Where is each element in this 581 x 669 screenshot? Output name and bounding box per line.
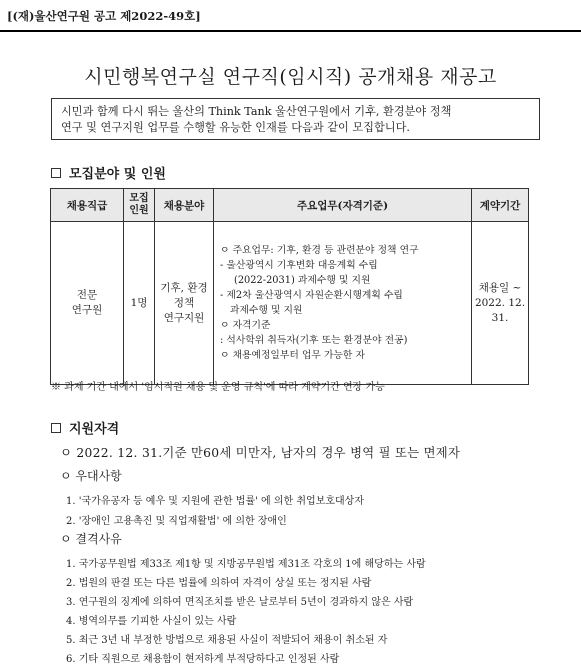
header-divider (0, 30, 581, 32)
checkbox-square-icon (51, 423, 61, 433)
duty-line: (2022-2031) 과제수행 및 지원 (234, 275, 371, 286)
section-title: 모집분야 및 인원 (69, 167, 166, 182)
list-item: 3. 연구원의 징계에 의하여 면직조치를 받은 날로부터 5년이 경과하지 않은 사람 (66, 597, 414, 608)
section-title: 지원자격 (69, 422, 120, 437)
cell-field: 기후, 환경 정책 연구지원 (155, 222, 214, 385)
duty-line: : 석사학위 취득자(기후 또는 환경분야 전공) (220, 335, 408, 346)
preference-title: ㅇ 우대사항 (60, 469, 122, 483)
header-rank: 채용직급 (51, 189, 124, 222)
list-item: 1. 국가공무원법 제33조 제1항 및 지방공무원법 제31조 각호의 1에 해당하는 사람 (66, 559, 426, 570)
duty-line: 과제수행 및 지원 (230, 305, 303, 316)
eligibility-main: ㅇ 2022. 12. 31.기준 만60세 미만자, 남자의 경우 병역 필 또는 면제자 (60, 446, 461, 460)
disqualification-title: ㅇ 결격사유 (60, 532, 122, 546)
table-row (51, 222, 529, 385)
table-note: ※ 과제 기간 내에서 '임시직원 채용 및 운영 규칙'에 따라 계약기간 연장 가능 (51, 382, 385, 393)
cell-period: 채용일 ~ 2022. 12. 31. (472, 222, 529, 385)
list-item: 5. 최근 3년 내 부정한 방법으로 채용된 사실이 적발되어 채용이 취소된 자 (66, 635, 388, 646)
section-recruit-heading (51, 163, 166, 182)
header-period: 계약기간 (472, 189, 529, 222)
recruit-table (50, 188, 529, 385)
duty-line: ㅇ 주요업무: 기후, 환경 등 관련분야 정책 연구 (220, 245, 419, 256)
intro-box (51, 98, 540, 140)
duty-line: - 울산광역시 기후변화 대응계획 수립 (220, 260, 378, 271)
table-header-row (51, 189, 529, 222)
duty-line: ㅇ 채용예정일부터 업무 가능한 자 (220, 350, 365, 361)
section-eligibility-heading (51, 418, 119, 437)
list-item: 1. '국가유공자 등 예우 및 지원에 관한 법률' 에 의한 취업보호대상자 (66, 496, 364, 507)
header-duties: 주요업무(자격기준) (214, 189, 472, 222)
checkbox-square-icon (51, 168, 61, 178)
header-headcount: 모집인원 (124, 189, 155, 222)
cell-rank: 전문 연구원 (51, 222, 124, 385)
intro-line: 연구 및 연구지원 업무를 수행할 유능한 인재를 다음과 같이 모집합니다. (61, 121, 410, 134)
list-item: 2. '장애인 고용촉진 및 직업재활법' 에 의한 장애인 (66, 516, 287, 527)
duty-line: ㅇ 자격기준 (220, 320, 271, 331)
cell-duties (214, 222, 472, 385)
page-title: 시민행복연구실 연구직(임시직) 공개채용 재공고 (84, 66, 497, 88)
intro-line: 시민과 함께 다시 뛰는 울산의 Think Tank 울산연구원에서 기후, 환경분야 정책 (61, 105, 452, 118)
notice-number: [(재)울산연구원 공고 제2022-49호] (7, 9, 201, 23)
cell-headcount: 1명 (124, 222, 155, 385)
header-field: 채용분야 (155, 189, 214, 222)
list-item: 6. 기타 직원으로 채용함이 현저하게 부적당하다고 인정된 사람 (66, 654, 340, 665)
list-item: 4. 병역의무를 기피한 사실이 있는 사람 (66, 616, 237, 627)
duty-line: - 제2차 울산광역시 자원순환시행계획 수립 (220, 290, 403, 301)
list-item: 2. 법원의 판결 또는 다른 법률에 의하여 자격이 상실 또는 정지된 사람 (66, 578, 372, 589)
